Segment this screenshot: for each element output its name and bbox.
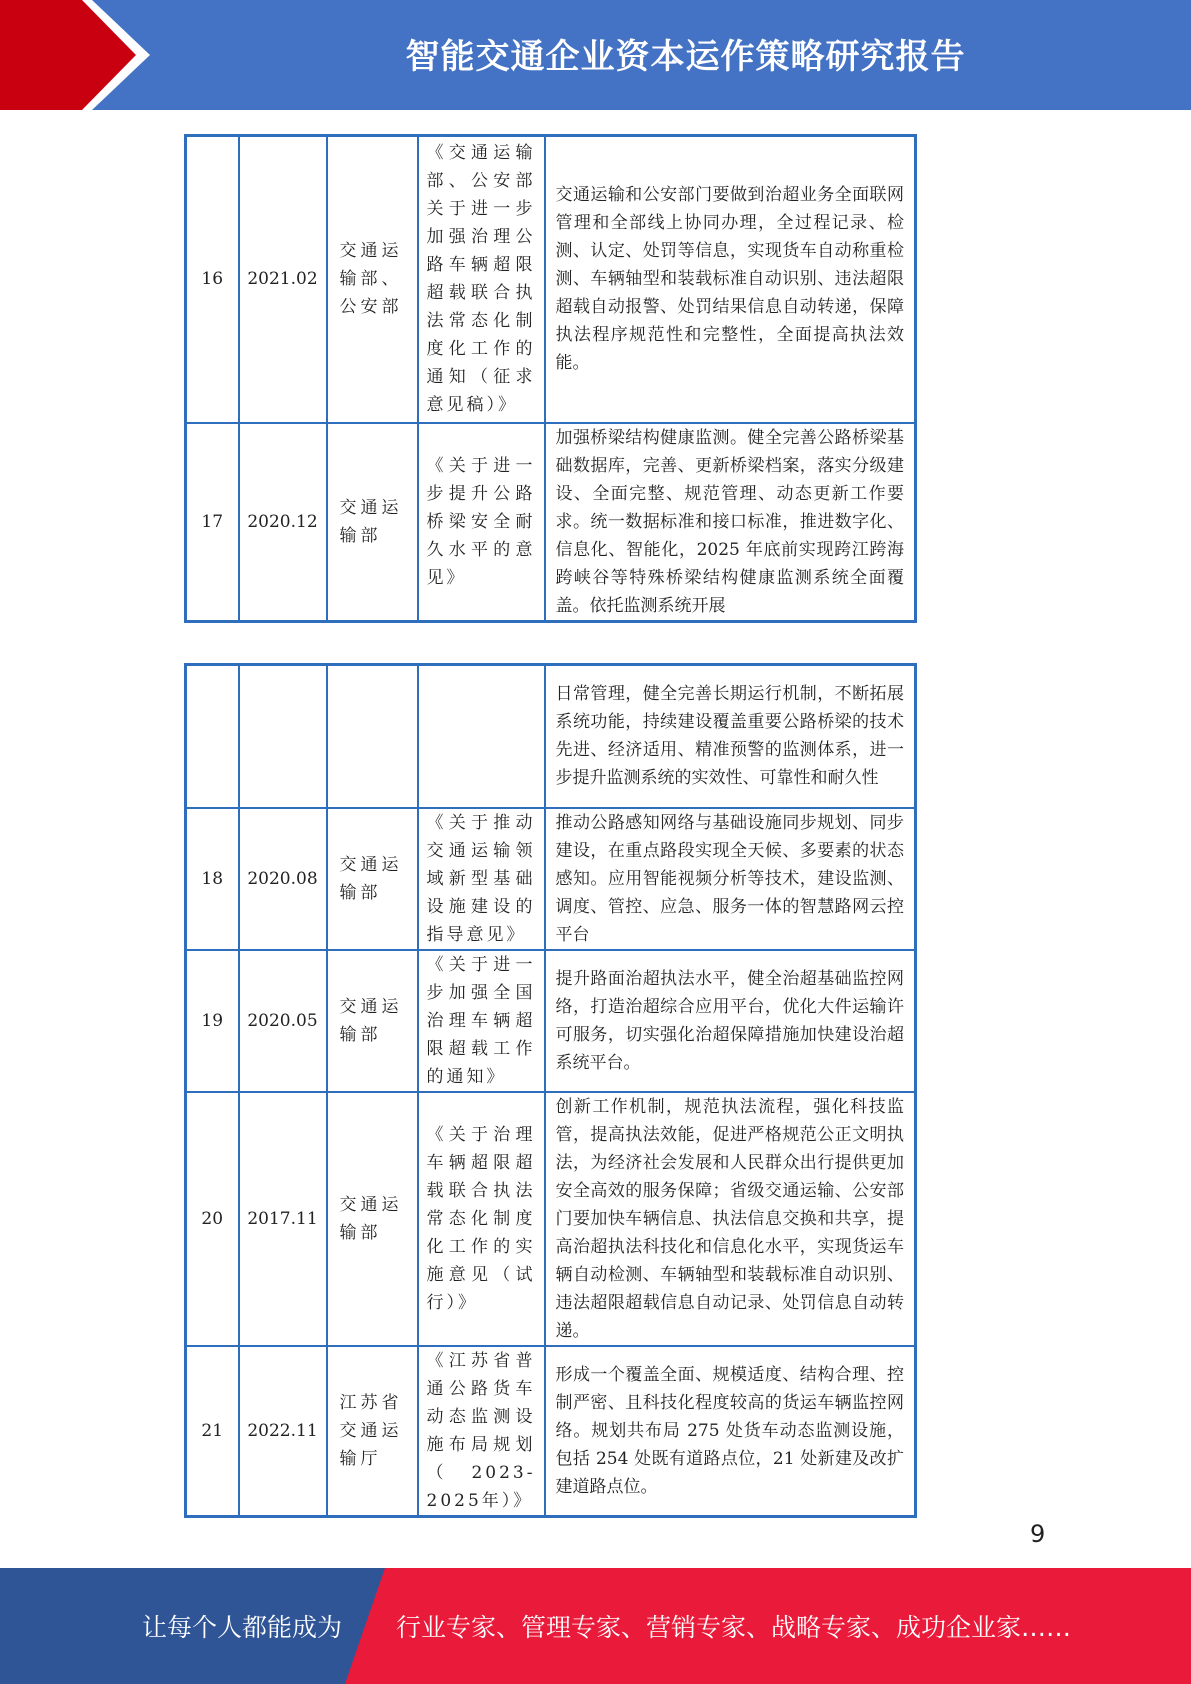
table-row [186, 1092, 916, 1346]
row-department: 江苏省交通运输厅 [327, 1346, 418, 1517]
row-date: 2020.12 [239, 423, 327, 622]
row-number: 19 [186, 950, 239, 1092]
row-content: 推动公路感知网络与基础设施同步规划、同步建设，在重点路段实现全天候、多要素的状态感知。应用智能视频分析等技术，建设监测、调度、管控、应急、服务一体的智慧路网云控平台 [545, 808, 916, 950]
row-document: 《关于进一步加强全国治理车辆超限超载工作的通知》 [418, 950, 545, 1092]
row-content: 形成一个覆盖全面、规模适度、结构合理、控制严密、且科技化程度较高的货运车辆监控网络。规划共布局 275 处货车动态监测设施，包括 254 处既有道路点位，21 处新建及改扩建道路点位。 [545, 1346, 916, 1517]
table-row [186, 423, 916, 622]
policy-table-bottom [184, 663, 917, 1518]
page-number: 9 [1030, 1520, 1046, 1548]
row-department [327, 665, 418, 808]
row-document: 《江苏省普通公路货车动态监测设施布局规划（2023-2025年）》 [418, 1346, 545, 1517]
row-document [418, 665, 545, 808]
page-footer [0, 1568, 1191, 1684]
row-department: 交通运输部 [327, 950, 418, 1092]
table-row [186, 950, 916, 1092]
footer-slogan-left: 让每个人都能成为 [142, 1613, 343, 1642]
row-number [186, 665, 239, 808]
policy-table-top [184, 134, 917, 623]
row-content: 加强桥梁结构健康监测。健全完善公路桥梁基础数据库，完善、更新桥梁档案，落实分级建设、全面完整、规范管理、动态更新工作要求。统一数据标准和接口标准，推进数字化、信息化、智能化，2025 年底前实现跨江跨海跨峡谷等特殊桥梁结构健康监测系统全面覆盖。依托监测系统开展 [545, 423, 916, 622]
row-date: 2022.11 [239, 1346, 327, 1517]
row-department: 交通运输部 [327, 808, 418, 950]
row-document: 《关于推动交通运输领域新型基础设施建设的指导意见》 [418, 808, 545, 950]
report-title: 智能交通企业资本运作策略研究报告 [405, 36, 966, 77]
row-number: 21 [186, 1346, 239, 1517]
table-row [186, 136, 916, 423]
row-document: 《关于进一步提升公路桥梁安全耐久水平的意见》 [418, 423, 545, 622]
row-content: 日常管理，健全完善长期运行机制，不断拓展系统功能，持续建设覆盖重要公路桥梁的技术先进、经济适用、精准预警的监测体系，进一步提升监测系统的实效性、可靠性和耐久性 [545, 665, 916, 808]
row-number: 16 [186, 136, 239, 423]
row-document: 《关于治理车辆超限超载联合执法常态化制度化工作的实施意见（试行）》 [418, 1092, 545, 1346]
table-row [186, 808, 916, 950]
row-date [239, 665, 327, 808]
row-date: 2017.11 [239, 1092, 327, 1346]
row-date: 2021.02 [239, 136, 327, 423]
table-row [186, 665, 916, 808]
row-number: 17 [186, 423, 239, 622]
row-department: 交通运输部、公安部 [327, 136, 418, 423]
row-document: 《交通运输部、公安部关于进一步加强治理公路车辆超限超载联合执法常态化制度化工作的通知（征求意见稿）》 [418, 136, 545, 423]
row-department: 交通运输部 [327, 423, 418, 622]
table-row [186, 1346, 916, 1517]
footer-slogan-right: 行业专家、管理专家、营销专家、战略专家、成功企业家…… [396, 1613, 1072, 1642]
row-number: 20 [186, 1092, 239, 1346]
row-date: 2020.05 [239, 950, 327, 1092]
row-department: 交通运输部 [327, 1092, 418, 1346]
row-content: 创新工作机制，规范执法流程，强化科技监管，提高执法效能，促进严格规范公正文明执法，为经济社会发展和人民群众出行提供更加安全高效的服务保障；省级交通运输、公安部门要加快车辆信息、执法信息交换和共享，提高治超执法科技化和信息化水平，实现货运车辆自动检测、车辆轴型和装载标准自动识别、违法超限超载信息自动记录、处罚信息自动转递。 [545, 1092, 916, 1346]
row-date: 2020.08 [239, 808, 327, 950]
row-content: 提升路面治超执法水平，健全治超基础监控网络，打造治超综合应用平台，优化大件运输许可服务，切实强化治超保障措施加快建设治超系统平台。 [545, 950, 916, 1092]
row-number: 18 [186, 808, 239, 950]
row-content: 交通运输和公安部门要做到治超业务全面联网管理和全部线上协同办理，全过程记录、检测、认定、处罚等信息，实现货车自动称重检测、车辆轴型和装载标准自动识别、违法超限超载自动报警、处罚结果信息自动转递，保障执法程序规范性和完整性，全面提高执法效能。 [545, 136, 916, 423]
page-header [0, 0, 1191, 110]
